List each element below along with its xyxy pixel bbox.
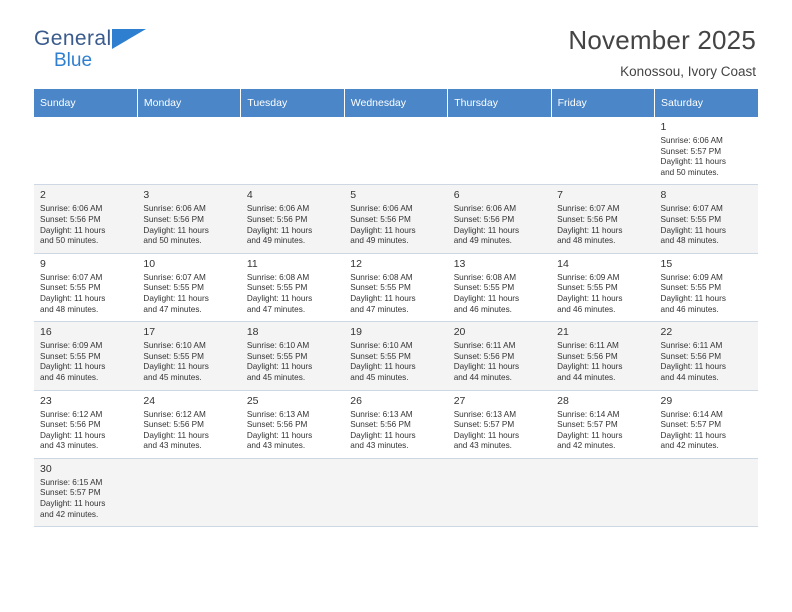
day-info-line: Daylight: 11 hours <box>453 430 520 440</box>
day-info-line: Daylight: 11 hours <box>350 225 416 235</box>
day-info-line: Sunset: 5:57 PM <box>557 420 618 430</box>
day-number: 18 <box>246 326 259 339</box>
day-info-line: and 49 minutes. <box>453 236 512 246</box>
day-info-line: Sunset: 5:55 PM <box>40 351 101 361</box>
calendar-cell-empty <box>137 458 240 526</box>
calendar-cell-empty <box>344 458 447 526</box>
calendar-cell-empty <box>344 117 447 185</box>
day-info-line: and 48 minutes. <box>660 236 719 246</box>
day-info-line: Sunrise: 6:13 AM <box>350 409 413 419</box>
day-info-line: Daylight: 11 hours <box>557 430 623 440</box>
day-sun-info <box>557 273 648 315</box>
calendar-body <box>34 117 758 527</box>
day-info-line: and 45 minutes. <box>246 372 306 382</box>
calendar-day-cell[interactable] <box>551 253 654 321</box>
day-number: 17 <box>143 326 156 339</box>
day-info-line: Sunset: 5:55 PM <box>143 351 204 361</box>
day-sun-info <box>40 410 131 452</box>
calendar-day-cell[interactable] <box>137 185 240 253</box>
day-number: 26 <box>350 394 362 407</box>
day-sun-info <box>247 341 338 383</box>
calendar-week-row <box>34 253 758 321</box>
weekday-header-thursday: Thursday <box>448 89 551 117</box>
day-number: 14 <box>557 257 569 270</box>
day-info-line: Daylight: 11 hours <box>453 293 520 303</box>
day-info-line: and 47 minutes. <box>350 304 409 314</box>
day-info-line: Sunset: 5:56 PM <box>40 420 101 430</box>
day-info-line: Sunrise: 6:12 AM <box>40 409 103 419</box>
calendar-day-cell[interactable] <box>241 185 344 253</box>
page-title: November 2025 <box>568 25 756 55</box>
weekday-header-row <box>34 89 758 117</box>
day-sun-info <box>350 273 441 315</box>
day-info-line: Daylight: 11 hours <box>246 293 313 303</box>
day-info-line: Daylight: 11 hours <box>143 225 209 235</box>
day-number: 8 <box>660 189 667 202</box>
calendar-day-cell[interactable] <box>551 322 654 390</box>
day-info-line: Sunrise: 6:10 AM <box>246 341 310 351</box>
day-sun-info <box>247 204 338 246</box>
day-info-line: and 45 minutes. <box>350 372 409 382</box>
day-info-line: Sunrise: 6:06 AM <box>660 136 723 145</box>
day-sun-info <box>143 410 234 452</box>
day-info-line: and 45 minutes. <box>143 372 202 382</box>
day-info-line: Sunrise: 6:06 AM <box>143 204 206 214</box>
day-info-line: Sunrise: 6:13 AM <box>453 409 517 419</box>
day-info-line: and 46 minutes. <box>40 372 99 382</box>
day-info-line: Daylight: 11 hours <box>40 430 106 440</box>
logo[interactable] <box>34 28 224 84</box>
day-info-line: Sunrise: 6:06 AM <box>453 204 517 214</box>
day-number: 4 <box>246 189 253 202</box>
day-number: 21 <box>557 326 569 339</box>
day-info-line: Sunset: 5:56 PM <box>246 420 308 430</box>
day-info-line: Sunrise: 6:11 AM <box>453 341 516 351</box>
calendar-week-row <box>34 390 758 458</box>
day-info-line: Sunset: 5:55 PM <box>246 283 308 293</box>
day-info-line: Sunset: 5:56 PM <box>453 351 515 361</box>
calendar-week-row <box>34 117 758 185</box>
day-info-line: Daylight: 11 hours <box>453 225 520 235</box>
day-sun-info <box>40 204 131 246</box>
day-info-line: Daylight: 11 hours <box>453 362 520 372</box>
day-sun-info <box>454 273 545 315</box>
day-info-line: Daylight: 11 hours <box>557 225 623 235</box>
calendar-day-cell[interactable] <box>137 390 240 458</box>
day-sun-info <box>40 341 131 383</box>
day-info-line: and 44 minutes. <box>557 372 616 382</box>
day-info-line: Sunrise: 6:10 AM <box>350 341 413 351</box>
day-info-line: and 47 minutes. <box>143 304 202 314</box>
day-info-line: Sunset: 5:57 PM <box>40 488 101 498</box>
calendar-day-cell[interactable] <box>448 253 551 321</box>
day-info-line: and 43 minutes. <box>246 441 306 451</box>
day-info-line: Sunset: 5:56 PM <box>246 214 308 224</box>
day-number: 6 <box>453 189 460 202</box>
day-sun-info <box>557 341 648 383</box>
day-info-line: Daylight: 11 hours <box>557 362 623 372</box>
calendar-day-cell[interactable] <box>655 322 758 390</box>
day-info-line: Daylight: 11 hours <box>246 362 313 372</box>
day-number: 22 <box>660 326 673 339</box>
day-info-line: Daylight: 11 hours <box>557 293 623 303</box>
day-number: 20 <box>453 326 466 339</box>
weekday-header-wednesday: Wednesday <box>344 89 447 117</box>
day-sun-info <box>350 410 441 452</box>
calendar-cell-empty <box>241 458 344 526</box>
calendar-day-cell[interactable] <box>137 253 240 321</box>
calendar-day-cell[interactable] <box>655 117 758 185</box>
day-info-line: Sunset: 5:56 PM <box>557 214 618 224</box>
day-info-line: and 49 minutes. <box>350 236 409 246</box>
calendar-day-cell[interactable] <box>344 390 447 458</box>
day-info-line: Sunrise: 6:08 AM <box>350 272 413 282</box>
day-number: 19 <box>350 326 362 339</box>
day-info-line: Sunset: 5:56 PM <box>660 351 722 361</box>
calendar-day-cell[interactable] <box>34 458 137 526</box>
day-number: 29 <box>660 394 673 407</box>
day-info-line: Sunset: 5:55 PM <box>660 283 722 293</box>
calendar-day-cell[interactable] <box>344 185 447 253</box>
day-sun-info <box>247 410 338 452</box>
day-sun-info <box>557 410 648 452</box>
weekday-header-friday: Friday <box>551 89 654 117</box>
day-info-line: Daylight: 11 hours <box>143 430 209 440</box>
day-number: 9 <box>40 257 46 270</box>
day-info-line: Daylight: 11 hours <box>350 293 416 303</box>
day-info-line: Daylight: 11 hours <box>246 430 313 440</box>
calendar-week-row <box>34 322 758 390</box>
calendar-cell-empty <box>448 458 551 526</box>
day-number: 16 <box>40 326 52 339</box>
day-info-line: Daylight: 11 hours <box>40 293 106 303</box>
day-info-line: Daylight: 11 hours <box>660 362 726 372</box>
day-sun-info <box>661 341 752 383</box>
calendar-day-cell[interactable] <box>655 390 758 458</box>
calendar-day-cell[interactable] <box>137 322 240 390</box>
calendar-cell-empty <box>551 117 654 185</box>
day-number: 13 <box>453 257 466 270</box>
day-sun-info <box>40 478 131 520</box>
calendar-cell-empty <box>448 117 551 185</box>
logo-general-text: General <box>34 27 112 50</box>
day-info-line: and 48 minutes. <box>557 236 616 246</box>
day-number: 3 <box>143 189 150 202</box>
calendar-day-cell[interactable] <box>34 390 137 458</box>
day-info-line: Sunset: 5:57 PM <box>453 420 515 430</box>
day-sun-info <box>143 273 234 315</box>
day-sun-info <box>143 204 234 246</box>
calendar-day-cell[interactable] <box>551 390 654 458</box>
day-info-line: and 50 minutes. <box>143 236 202 246</box>
day-info-line: Sunset: 5:56 PM <box>143 420 204 430</box>
day-info-line: and 46 minutes. <box>660 304 719 314</box>
day-info-line: Daylight: 11 hours <box>660 430 726 440</box>
weekday-header-sunday: Sunday <box>34 89 137 117</box>
day-info-line: Sunrise: 6:07 AM <box>557 204 620 214</box>
weekday-header-saturday: Saturday <box>655 89 758 117</box>
day-info-line: Sunset: 5:56 PM <box>143 214 204 224</box>
day-number: 25 <box>246 394 259 407</box>
calendar-day-cell[interactable] <box>448 185 551 253</box>
day-sun-info <box>40 273 131 315</box>
day-sun-info <box>661 273 752 315</box>
calendar-day-cell[interactable] <box>241 253 344 321</box>
day-info-line: Sunrise: 6:11 AM <box>557 341 619 351</box>
day-info-line: Sunrise: 6:09 AM <box>557 272 620 282</box>
day-info-line: Sunset: 5:55 PM <box>660 214 722 224</box>
day-info-line: Sunset: 5:55 PM <box>40 283 101 293</box>
day-info-line: Sunrise: 6:08 AM <box>453 272 517 282</box>
calendar-week-row <box>34 185 758 253</box>
day-info-line: Sunrise: 6:10 AM <box>143 341 206 351</box>
day-info-line: and 50 minutes. <box>660 167 719 177</box>
day-info-line: Sunrise: 6:06 AM <box>246 204 310 214</box>
calendar-week-row <box>34 458 758 526</box>
calendar-day-cell[interactable] <box>655 253 758 321</box>
day-info-line: Sunset: 5:55 PM <box>246 351 308 361</box>
day-info-line: and 43 minutes. <box>453 441 512 451</box>
day-info-line: Daylight: 11 hours <box>40 499 106 509</box>
day-info-line: and 47 minutes. <box>246 304 306 314</box>
day-info-line: Sunset: 5:56 PM <box>350 214 411 224</box>
day-sun-info <box>661 136 752 178</box>
day-info-line: Sunset: 5:55 PM <box>453 283 515 293</box>
day-info-line: and 49 minutes. <box>246 236 306 246</box>
calendar-day-cell[interactable] <box>655 185 758 253</box>
day-number: 5 <box>350 189 357 202</box>
day-sun-info <box>454 410 545 452</box>
day-sun-info <box>350 204 441 246</box>
day-info-line: and 43 minutes. <box>40 441 99 451</box>
day-sun-info <box>247 273 338 315</box>
day-number: 23 <box>40 394 52 407</box>
day-info-line: Daylight: 11 hours <box>143 362 209 372</box>
day-number: 12 <box>350 257 362 270</box>
day-info-line: Sunrise: 6:07 AM <box>660 204 723 214</box>
day-info-line: Daylight: 11 hours <box>246 225 313 235</box>
calendar-day-cell[interactable] <box>241 322 344 390</box>
day-info-line: and 42 minutes. <box>557 441 616 451</box>
day-info-line: Sunrise: 6:09 AM <box>660 272 723 282</box>
calendar-day-cell[interactable] <box>448 390 551 458</box>
day-info-line: and 44 minutes. <box>660 372 719 382</box>
day-info-line: Sunrise: 6:12 AM <box>143 409 206 419</box>
day-info-line: Daylight: 11 hours <box>350 362 416 372</box>
day-info-line: Sunset: 5:56 PM <box>557 351 618 361</box>
day-sun-info <box>557 204 648 246</box>
day-info-line: Sunrise: 6:11 AM <box>660 341 723 351</box>
day-info-line: Daylight: 11 hours <box>350 430 416 440</box>
day-sun-info <box>454 204 545 246</box>
day-info-line: Sunset: 5:55 PM <box>143 283 204 293</box>
day-info-line: and 46 minutes. <box>557 304 616 314</box>
day-info-line: and 43 minutes. <box>143 441 202 451</box>
day-info-line: Daylight: 11 hours <box>660 157 726 167</box>
day-sun-info <box>350 341 441 383</box>
calendar-cell-empty <box>241 117 344 185</box>
day-info-line: Daylight: 11 hours <box>660 293 726 303</box>
day-info-line: and 44 minutes. <box>453 372 512 382</box>
weekday-header-monday: Monday <box>137 89 240 117</box>
day-info-line: Daylight: 11 hours <box>660 225 726 235</box>
day-sun-info <box>143 341 234 383</box>
calendar-day-cell[interactable] <box>551 185 654 253</box>
day-number: 1 <box>660 121 667 133</box>
calendar-day-cell[interactable] <box>241 390 344 458</box>
day-info-line: and 42 minutes. <box>40 509 99 519</box>
calendar-day-cell[interactable] <box>34 185 137 253</box>
day-info-line: and 46 minutes. <box>453 304 512 314</box>
day-info-line: Sunrise: 6:13 AM <box>246 409 310 419</box>
day-sun-info <box>454 341 545 383</box>
weekday-header-tuesday: Tuesday <box>241 89 344 117</box>
day-info-line: Sunrise: 6:06 AM <box>350 204 413 214</box>
flag-icon <box>112 29 146 49</box>
calendar-day-cell[interactable] <box>344 253 447 321</box>
day-info-line: Sunrise: 6:14 AM <box>660 409 723 419</box>
day-info-line: Daylight: 11 hours <box>143 293 209 303</box>
day-info-line: Sunset: 5:56 PM <box>350 420 411 430</box>
day-info-line: Sunrise: 6:06 AM <box>40 204 103 214</box>
day-info-line: Sunrise: 6:14 AM <box>557 409 620 419</box>
day-info-line: Sunrise: 6:08 AM <box>246 272 310 282</box>
day-info-line: Sunrise: 6:07 AM <box>40 272 103 282</box>
calendar-day-cell[interactable] <box>34 253 137 321</box>
day-sun-info <box>661 410 752 452</box>
day-info-line: Sunset: 5:56 PM <box>453 214 515 224</box>
day-number: 11 <box>246 257 258 270</box>
day-info-line: and 50 minutes. <box>40 236 99 246</box>
day-number: 28 <box>557 394 569 407</box>
calendar-day-cell[interactable] <box>34 322 137 390</box>
day-info-line: Sunrise: 6:09 AM <box>40 341 103 351</box>
day-number: 2 <box>40 189 46 202</box>
day-number: 15 <box>660 257 673 270</box>
day-info-line: Sunset: 5:57 PM <box>660 146 722 156</box>
day-info-line: Sunset: 5:55 PM <box>350 351 411 361</box>
day-info-line: and 48 minutes. <box>40 304 99 314</box>
calendar-day-cell[interactable] <box>448 322 551 390</box>
day-number: 10 <box>143 257 156 270</box>
calendar-cell-empty <box>655 458 758 526</box>
day-info-line: Sunset: 5:56 PM <box>40 214 101 224</box>
day-sun-info <box>661 204 752 246</box>
day-number: 7 <box>557 189 563 202</box>
day-info-line: Daylight: 11 hours <box>40 362 106 372</box>
day-number: 24 <box>143 394 156 407</box>
calendar-cell-empty <box>137 117 240 185</box>
day-info-line: Sunset: 5:55 PM <box>557 283 618 293</box>
day-info-line: Sunrise: 6:15 AM <box>40 477 103 487</box>
calendar-cell-empty <box>34 117 137 185</box>
day-info-line: Sunrise: 6:07 AM <box>143 272 206 282</box>
day-info-line: and 43 minutes. <box>350 441 409 451</box>
calendar-cell-empty <box>551 458 654 526</box>
day-info-line: Daylight: 11 hours <box>40 225 106 235</box>
day-info-line: and 42 minutes. <box>660 441 719 451</box>
day-number: 27 <box>453 394 466 407</box>
calendar-day-cell[interactable] <box>344 322 447 390</box>
logo-blue-text: Blue <box>54 50 93 71</box>
location-subtitle: Konossou, Ivory Coast <box>620 64 756 79</box>
calendar-table <box>34 89 758 527</box>
day-number: 30 <box>40 462 52 475</box>
day-info-line: Sunset: 5:57 PM <box>660 420 722 430</box>
page-header <box>34 0 758 79</box>
day-info-line: Sunset: 5:55 PM <box>350 283 411 293</box>
